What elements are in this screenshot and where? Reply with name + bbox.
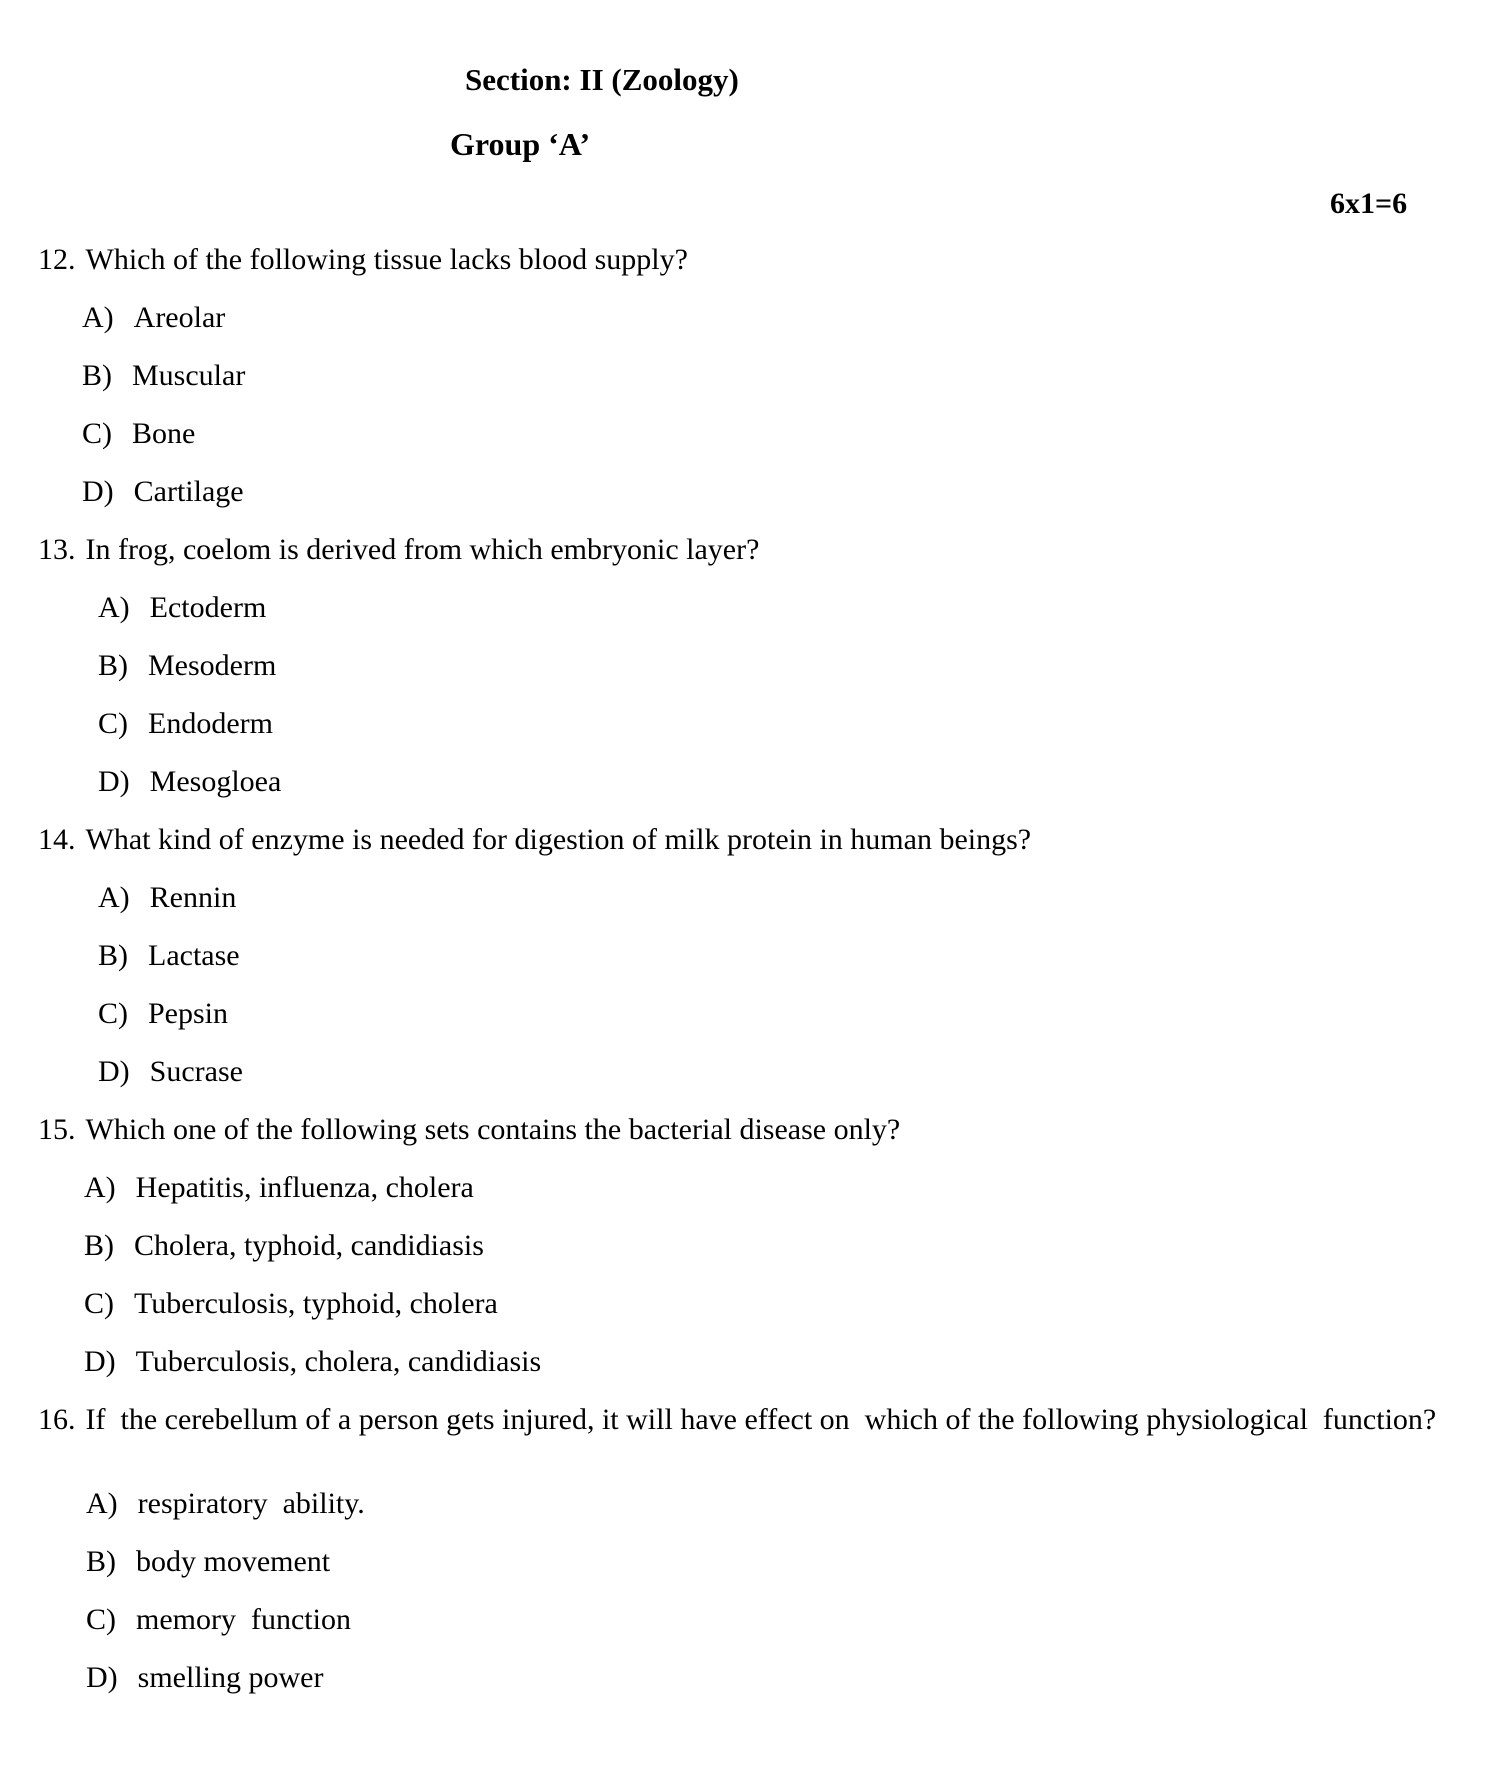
option-label: D): [98, 765, 130, 798]
option-text: respiratory ability.: [137, 1487, 365, 1520]
option-text: smelling power: [137, 1661, 324, 1694]
option-16-a: [0, 1475, 1500, 1533]
option-label: A): [86, 1487, 118, 1520]
option-label: B): [98, 939, 128, 972]
section-title: Section: II (Zoology): [465, 62, 739, 97]
option-12-d: [0, 463, 1500, 521]
option-15-d: [0, 1333, 1500, 1391]
option-label: C): [84, 1287, 114, 1320]
option-13-b: [0, 637, 1500, 695]
option-text: Endoderm: [148, 707, 273, 740]
question-15: [0, 1101, 1500, 1391]
option-text: Cholera, typhoid, candidiasis: [134, 1229, 484, 1262]
option-label: C): [98, 707, 128, 740]
option-label: B): [84, 1229, 114, 1262]
option-15-c: [0, 1275, 1500, 1333]
option-text: Rennin: [149, 881, 237, 914]
option-label: D): [98, 1055, 130, 1088]
option-13-c: [0, 695, 1500, 753]
question-text: If the cerebellum of a person gets injured, it will have effect on which of the following physiological function?: [85, 1403, 1437, 1436]
option-text: Hepatitis, influenza, cholera: [135, 1171, 474, 1204]
option-label: B): [86, 1545, 116, 1578]
option-text: Areolar: [133, 301, 226, 334]
option-text: Tuberculosis, typhoid, cholera: [134, 1287, 498, 1320]
option-14-b: [0, 927, 1500, 985]
option-label: C): [82, 417, 112, 450]
question-number: 13.: [38, 533, 76, 566]
option-label: A): [98, 591, 130, 624]
options: [0, 579, 1500, 811]
option-label: A): [84, 1171, 116, 1204]
option-12-c: [0, 405, 1500, 463]
option-text: Lactase: [148, 939, 240, 972]
group-title: Group ‘A’: [450, 126, 591, 162]
option-12-b: [0, 347, 1500, 405]
option-13-a: [0, 579, 1500, 637]
option-14-a: [0, 869, 1500, 927]
option-label: D): [82, 475, 114, 508]
option-text: Tuberculosis, cholera, candidiasis: [135, 1345, 542, 1378]
option-text: Cartilage: [133, 475, 244, 508]
question-stem: [0, 521, 1500, 579]
option-16-b: [0, 1533, 1500, 1591]
option-16-c: [0, 1591, 1500, 1649]
option-text: Muscular: [132, 359, 246, 392]
option-label: C): [86, 1603, 116, 1636]
option-text: memory function: [136, 1603, 351, 1636]
option-text: Sucrase: [149, 1055, 243, 1088]
question-list: [0, 231, 1500, 1707]
question-text: In frog, coelom is derived from which embryonic layer?: [85, 533, 760, 566]
options: [0, 289, 1500, 521]
option-label: C): [98, 997, 128, 1030]
question-number: 15.: [38, 1113, 76, 1146]
option-label: A): [98, 881, 130, 914]
option-label: D): [84, 1345, 116, 1378]
question-text: Which of the following tissue lacks blood supply?: [85, 243, 688, 276]
options: [0, 869, 1500, 1101]
option-14-c: [0, 985, 1500, 1043]
option-label: B): [82, 359, 112, 392]
question-16: [0, 1391, 1500, 1707]
option-text: Ectoderm: [149, 591, 267, 624]
option-16-d: [0, 1649, 1500, 1707]
question-text: What kind of enzyme is needed for digestion of milk protein in human beings?: [85, 823, 1032, 856]
option-text: Mesogloea: [149, 765, 282, 798]
options: [0, 1159, 1500, 1391]
option-label: B): [98, 649, 128, 682]
option-text: Mesoderm: [148, 649, 277, 682]
option-15-b: [0, 1217, 1500, 1275]
option-12-a: [0, 289, 1500, 347]
question-stem: [0, 811, 1500, 869]
option-13-d: [0, 753, 1500, 811]
question-stem: [0, 1391, 1500, 1449]
option-14-d: [0, 1043, 1500, 1101]
option-text: body movement: [136, 1545, 331, 1578]
question-13: [0, 521, 1500, 811]
option-label: A): [82, 301, 114, 334]
option-text: Bone: [132, 417, 196, 450]
question-stem: [0, 231, 1500, 289]
question-12: [0, 231, 1500, 521]
question-number: 12.: [38, 243, 76, 276]
question-14: [0, 811, 1500, 1101]
option-text: Pepsin: [148, 997, 229, 1030]
question-text: Which one of the following sets contains the bacterial disease only?: [85, 1113, 901, 1146]
question-number: 16.: [38, 1403, 76, 1436]
option-label: D): [86, 1661, 118, 1694]
question-stem: [0, 1101, 1500, 1159]
marks-label: 6x1=6: [1330, 187, 1408, 220]
question-number: 14.: [38, 823, 76, 856]
option-15-a: [0, 1159, 1500, 1217]
options: [0, 1475, 1500, 1707]
